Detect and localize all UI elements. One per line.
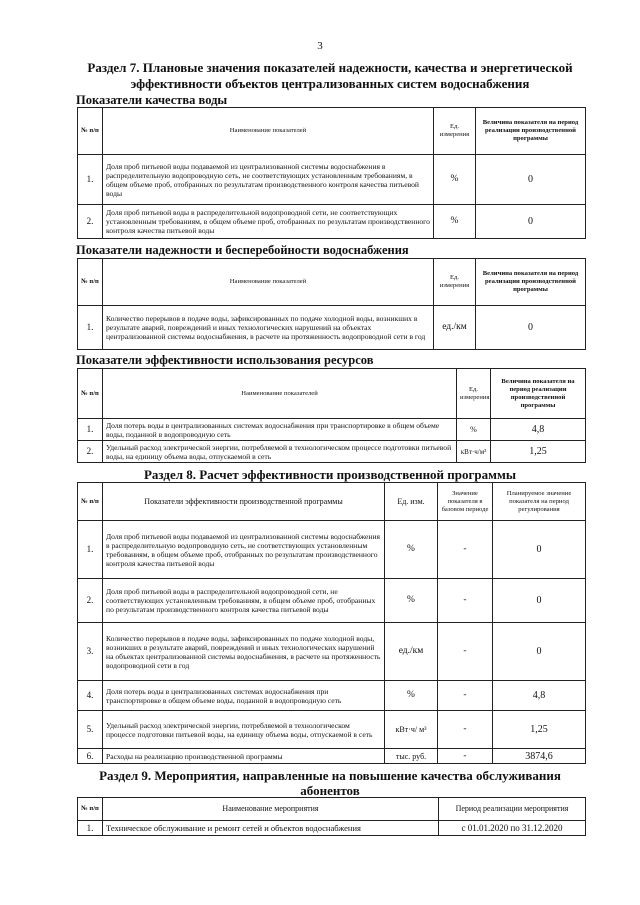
table-row bbox=[78, 155, 586, 205]
row-num: 3. bbox=[78, 623, 103, 681]
row-num: 2. bbox=[78, 441, 103, 463]
section7-title-line2: эффективности объектов централизованных систем водоснабжения bbox=[130, 76, 530, 91]
row-plan: 1,25 bbox=[493, 711, 586, 749]
row-period: с 01.01.2020 по 31.12.2020 bbox=[439, 821, 586, 836]
row-value: 1,25 bbox=[491, 441, 586, 463]
page-number: 3 bbox=[317, 40, 323, 52]
row-unit: ед./км bbox=[385, 623, 438, 681]
s9-col-num: № п/п bbox=[78, 798, 103, 821]
reliability-col-name: Наименование показателей bbox=[103, 259, 434, 306]
row-num: 1. bbox=[78, 419, 103, 441]
reliability-table bbox=[77, 258, 586, 350]
row-base: - bbox=[438, 749, 493, 764]
quality-col-name: Наименование показателей bbox=[103, 108, 434, 155]
row-num: 2. bbox=[78, 205, 103, 239]
quality-col-unit: Ед. измерения bbox=[434, 108, 476, 155]
s8-col-plan: Планируемое значение показателя на период регулирования bbox=[493, 483, 586, 521]
row-num: 2. bbox=[78, 579, 103, 623]
s8-col-unit: Ед. изм. bbox=[385, 483, 438, 521]
section9-title-line1: Раздел 9. Мероприятия, направленные на повышение качества обслуживания bbox=[99, 768, 561, 783]
table-row bbox=[78, 623, 586, 681]
table-row bbox=[78, 419, 586, 441]
row-unit: кВт·ч/м³ bbox=[457, 441, 491, 463]
s8-col-num: № п/п bbox=[78, 483, 103, 521]
quality-col-value: Величина показателя на период реализации производственной программы bbox=[476, 108, 586, 155]
row-num: 5. bbox=[78, 711, 103, 749]
row-name: Доля потерь воды в централизованных системах водоснабжения при транспортировке в общем объеме воды, поданной в водопроводную сеть bbox=[103, 681, 385, 711]
row-unit: кВт·ч/ м³ bbox=[385, 711, 438, 749]
s9-col-period: Период реализации мероприятия bbox=[439, 798, 586, 821]
table-row bbox=[78, 306, 586, 350]
row-base: - bbox=[438, 521, 493, 579]
row-unit: % bbox=[385, 579, 438, 623]
row-name: Количество перерывов в подаче воды, зафиксированных по подаче холодной воды, возникших в результате аварий, повреждений и иных технологических нарушений на объектах централизованной системы водоснабжения, в расчете на протяженность водопроводной сети в год bbox=[103, 306, 434, 350]
row-name: Доля потерь воды в централизованных системах водоснабжения при транспортировке в общем объеме воды, поданной в водопроводную сеть bbox=[103, 419, 457, 441]
row-unit: ед./км bbox=[434, 306, 476, 350]
table-row bbox=[78, 821, 586, 836]
row-name: Техническое обслуживание и ремонт сетей и объектов водоснабжения bbox=[103, 821, 439, 836]
row-value: 0 bbox=[476, 155, 586, 205]
row-plan: 0 bbox=[493, 579, 586, 623]
row-name: Доля проб питьевой воды в распределительной водопроводной сети, не соответствующих установленным требованиям, в общем объеме проб, отобранных по результатам производственного контроля качества питьевой воды bbox=[103, 579, 385, 623]
row-plan: 0 bbox=[493, 623, 586, 681]
efficiency-col-name: Наименование показателей bbox=[103, 369, 457, 419]
section7-title-line1: Раздел 7. Плановые значения показателей надежности, качества и энергетической bbox=[87, 60, 573, 75]
s8-col-base: Значение показателя в базовом периоде bbox=[438, 483, 493, 521]
row-name: Расходы на реализацию производственной программы bbox=[103, 749, 385, 764]
efficiency-col-value: Величина показателя на период реализации производственной программы bbox=[491, 369, 586, 419]
row-value: 0 bbox=[476, 205, 586, 239]
table-row bbox=[78, 681, 586, 711]
row-num: 1. bbox=[78, 306, 103, 350]
table-row bbox=[78, 749, 586, 764]
reliability-col-num: № п/п bbox=[78, 259, 103, 306]
table-row bbox=[78, 711, 586, 749]
section8-title: Раздел 8. Расчет эффективности производственной программы bbox=[143, 467, 517, 482]
row-plan: 0 bbox=[493, 521, 586, 579]
section9-table bbox=[77, 797, 586, 836]
table-row bbox=[78, 441, 586, 463]
row-name: Доля проб питьевой воды подаваемой из централизованной системы водоснабжения в распределительную водопроводную сеть, не соответствующих установленным требованиям, в общем объеме проб, отобранных по результатам производственного контроля качества питьевой воды bbox=[103, 155, 434, 205]
table-row bbox=[78, 521, 586, 579]
row-base: - bbox=[438, 579, 493, 623]
efficiency-table bbox=[77, 368, 586, 463]
row-value: 0 bbox=[476, 306, 586, 350]
row-base: - bbox=[438, 623, 493, 681]
efficiency-col-unit: Ед. измерения bbox=[457, 369, 491, 419]
row-name: Удельный расход электрической энергии, потребляемой в технологическом процессе подготовки питьевой воды, на единицу объема воды, отпускаемой в сеть bbox=[103, 441, 457, 463]
row-plan: 3874,6 bbox=[493, 749, 586, 764]
s9-col-name: Наименование мероприятия bbox=[103, 798, 439, 821]
row-plan: 4,8 bbox=[493, 681, 586, 711]
quality-col-num: № п/п bbox=[78, 108, 103, 155]
row-base: - bbox=[438, 711, 493, 749]
reliability-heading: Показатели надежности и бесперебойности водоснабжения bbox=[76, 243, 409, 257]
section9-title-line2: абонентов bbox=[300, 783, 360, 798]
row-num: 6. bbox=[78, 749, 103, 764]
row-num: 1. bbox=[78, 521, 103, 579]
quality-table bbox=[77, 107, 586, 239]
row-unit: % bbox=[457, 419, 491, 441]
row-name: Количество перерывов в подаче воды, зафиксированных по подаче холодной воды, возникших в результате аварий, повреждений и иных технологических нарушений на объектах централизованной системы водоснабжения, в расчете на протяженность водопроводной сети в год bbox=[103, 623, 385, 681]
row-base: - bbox=[438, 681, 493, 711]
row-unit: тыс. руб. bbox=[385, 749, 438, 764]
table-row bbox=[78, 579, 586, 623]
row-num: 4. bbox=[78, 681, 103, 711]
quality-heading: Показатели качества воды bbox=[76, 93, 228, 107]
efficiency-col-num: № п/п bbox=[78, 369, 103, 419]
row-unit: % bbox=[434, 205, 476, 239]
row-value: 4,8 bbox=[491, 419, 586, 441]
row-unit: % bbox=[385, 681, 438, 711]
row-num: 1. bbox=[78, 155, 103, 205]
row-name: Доля проб питьевой воды в распределительной водопроводной сети, не соответствующих установленным требованиям, в общем объеме проб, отобранных по результатам производственного контроля качества питьевой воды bbox=[103, 205, 434, 239]
row-name: Доля проб питьевой воды подаваемой из централизованной системы водоснабжения в распределительную водопроводную сеть, не соответствующих установленным требованиям, в общем объеме проб, отобранных по результатам производственного контроля качества питьевой воды bbox=[103, 521, 385, 579]
row-unit: % bbox=[434, 155, 476, 205]
efficiency-heading: Показатели эффективности использования ресурсов bbox=[76, 353, 374, 367]
section8-table bbox=[77, 482, 586, 764]
table-row bbox=[78, 205, 586, 239]
reliability-col-value: Величина показателя на период реализации производственной программы bbox=[476, 259, 586, 306]
row-name: Удельный расход электрической энергии, потребляемой в технологическом процессе подготовки питьевой воды, на единицу объема воды, отпускаемой в сеть bbox=[103, 711, 385, 749]
row-num: 1. bbox=[78, 821, 103, 836]
row-unit: % bbox=[385, 521, 438, 579]
reliability-col-unit: Ед. измерения bbox=[434, 259, 476, 306]
s8-col-name: Показатели эффективности производственной программы bbox=[103, 483, 385, 521]
